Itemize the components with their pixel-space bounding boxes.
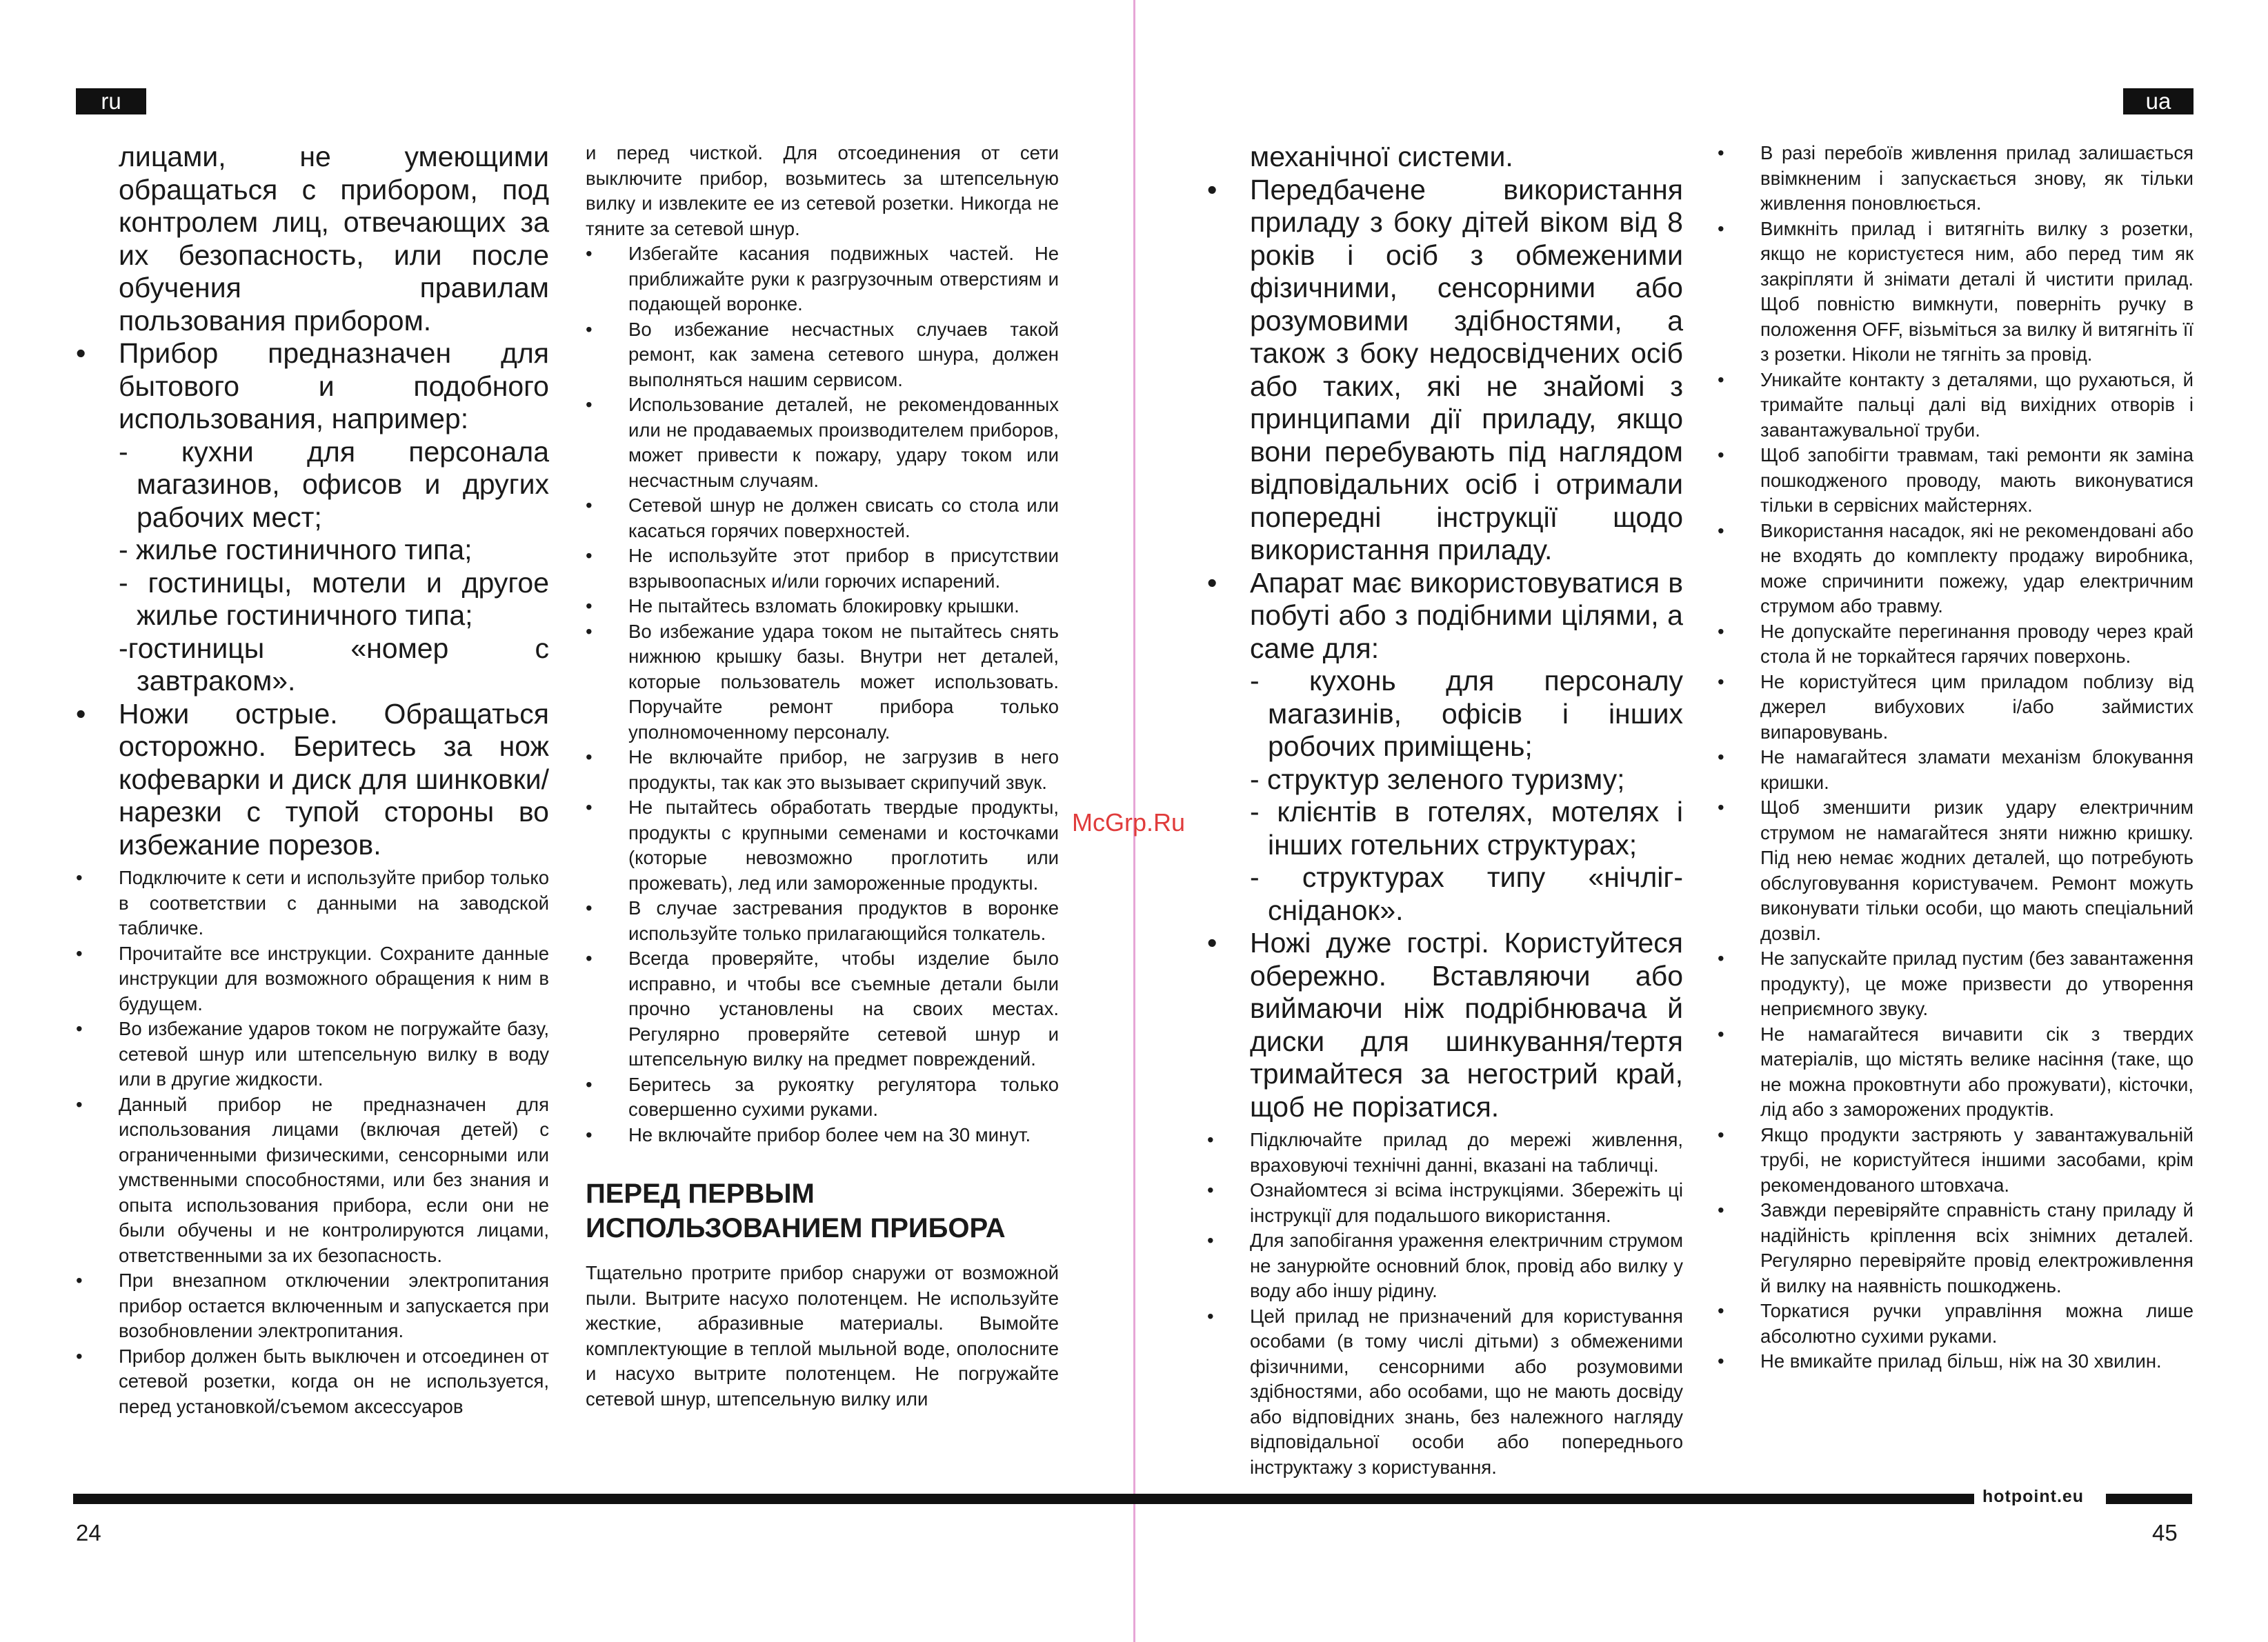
section-heading-line: ИСПОЛЬЗОВАНИЕМ ПРИБОРА xyxy=(586,1213,1006,1243)
big-text-block xyxy=(76,141,549,861)
list-item: • Во избежание удара током не пытайтесь снять нижнюю крышку базы. Внутри нет деталей, которые пользователь может использовать. Поручайте ремонт прибора только уполномоченному персоналу. xyxy=(586,619,1059,745)
list-item: • Ознайомтеся зі всіма інструкціями. Збережіть ці інструкції для подальшого використання. xyxy=(1207,1178,1683,1228)
sub-item: -гостиницы «номер с завтраком». xyxy=(119,632,549,697)
intro-continuation: лицами, не умеющими обращаться с прибором, под контролем лиц, отвечающих за их безопасность, или после обучения правилам пользования прибором. xyxy=(119,141,549,337)
list-item: • Щоб зменшити ризик удару електричним струмом не намагайтеся зняти нижню кришку. Під нею немає жодних деталей, що потребують обслуговування користувачем. Ремонт можуть виконувати тільки особи, що мають спеціальний дозвіл. xyxy=(1718,795,2194,946)
list-item: • Использование деталей, не рекомендованных или не продаваемых производителем приборов, может привести к пожару, удару током или несчастным случаям. xyxy=(586,392,1059,493)
big-bullet-usage: • Апарат має використовуватися в побуті або з подібними цілями, а саме для: xyxy=(1207,567,1683,665)
footer-rule xyxy=(73,1494,1134,1504)
language-tag-ru: ru xyxy=(76,88,146,114)
list-item: • Підключайте прилад до мережі живлення, враховуючі технічні данні, вказані на табличці. xyxy=(1207,1128,1683,1178)
footer-rule xyxy=(1134,1494,1974,1504)
list-item: • Данный прибор не предназначен для использования лицами (включая детей) с ограниченными физическими, сенсорными или умственными способностями, или без знания и опыта использования прибора, если они не были обучены и не контролируются лицами, ответственными за их безопасность. xyxy=(76,1092,549,1269)
watermark: McGrp.Ru xyxy=(1072,808,1186,837)
list-item: • Избегайте касания подвижных частей. Не приближайте руки к разгрузочным отверстиям и подающей воронке. xyxy=(586,241,1059,317)
list-item: • Щоб запобігти травмам, такі ремонти як заміна пошкодженого проводу, мають виконуватися тільки в сервісних майстернях. xyxy=(1718,443,2194,519)
section-paragraph: Тщательно протрите прибор снаружи от возможной пыли. Вытрите насухо полотенцем. Не используйте жесткие, абразивные материалы. Вымойте комплектующие в теплой мыльной воде, ополосните и насухо вытрите полотенцем. Не погружайте сетевой шнур, штепсельную вилку или xyxy=(586,1262,1059,1410)
list-item: • Цей прилад не призначений для користування особами (в тому числі дітьми) з обмеженими фізичними, сенсорними або розумовими здібностями, або особами, що не мають досвіду або відповідних знань, без належного нагляду відповідальної особи або попереднього інструктажу з користування. xyxy=(1207,1304,1683,1481)
list-item: • Використання насадок, які не рекомендовані або не входять до комплекту продажу виробника, може спричинити пожежу, удар електричним струмом або травму. xyxy=(1718,519,2194,619)
big-bullet-knives: • Ножі дуже гострі. Користуйтеся обережно. Вставляючи або виймаючи ніж подрібнювача й диски для шинкування/тертя тримайтеся за негострий край, щоб не порізатися. xyxy=(1207,927,1683,1123)
list-item: • При внезапном отключении электропитания прибор остается включенным и запускается при возобновлении электропитания. xyxy=(76,1268,549,1344)
list-item: • Не допускайте перегинання проводу через край стола й не торкайтеся гарячих поверхонь. xyxy=(1718,619,2194,670)
sub-item: - кухни для персонала магазинов, офисов и других рабочих мест; xyxy=(119,435,549,533)
list-item: • Не намагайтеся зламати механізм блокування кришки. xyxy=(1718,745,2194,795)
right-column-1 xyxy=(1207,141,1683,1480)
sub-item: - гостиницы, мотели и другое жилье гостиничного типа; xyxy=(119,566,549,631)
left-column-1 xyxy=(76,141,549,1419)
list-item: • Для запобігання ураження електричним струмом не занурюйте основний блок, провід або вилку у воду або іншу рідину. xyxy=(1207,1228,1683,1304)
footer-rule-end xyxy=(2106,1494,2192,1504)
sub-item: - структурах типу «нічліг-сніданок». xyxy=(1250,861,1683,926)
small-bullet-list xyxy=(1718,141,2194,1374)
list-item: • Вимкніть прилад і витягніть вилку з розетки, якщо не користуєтеся ним, або перед тим як закріпляти й знімати деталі й чистити прилад. Щоб повністю вимкнути, поверніть ручку в положення OFF, візьміться за вилку й витягніть її з розетки. Ніколи не тягніть за провід. xyxy=(1718,217,2194,368)
list-item: • Во избежание ударов током не погружайте базу, сетевой шнур или штепсельную вилку в воду или в другие жидкости. xyxy=(76,1017,549,1092)
section-heading-line: ПЕРЕД ПЕРВЫМ xyxy=(586,1179,815,1209)
sub-item: - жилье гостиничного типа; xyxy=(119,534,472,565)
list-item: • Не користуйтеся цим приладом поблизу від джерел вибухових і/або займистих випаровувань. xyxy=(1718,670,2194,745)
list-item: • Не пытайтесь взломать блокировку крышки. xyxy=(586,594,1059,619)
list-item: • Подключите к сети и используйте прибор только в соответствии с данными на заводской табличке. xyxy=(76,865,549,941)
list-item: • Не включайте прибор, не загрузив в него продукты, так как это вызывает скрипучий звук. xyxy=(586,745,1059,795)
right-column-2 xyxy=(1718,141,2194,1374)
list-item: • Во избежание несчастных случаев такой ремонт, как замена сетевого шнура, должен выполняться нашим сервисом. xyxy=(586,317,1059,393)
language-tag-ua: ua xyxy=(2123,88,2194,114)
sub-item: - кухонь для персоналу магазинів, офісів і інших робочих приміщень; xyxy=(1250,665,1683,762)
small-bullet-list xyxy=(586,241,1059,1148)
continuation-text: и перед чисткой. Для отсоединения от сети выключите прибор, возьмитесь за штепсельную вилку и извлеките ее из сетевой розетки. Никогда не тяните за сетевой шнур. xyxy=(586,142,1059,239)
usage-sub-list xyxy=(1207,665,1683,927)
big-bullet-usage: • Прибор предназначен для бытового и подобного использования, например: xyxy=(76,337,549,436)
list-item: • В разі перебоїв живлення прилад залишається ввімкненим і запускається знову, як тільки живлення поновлюється. xyxy=(1718,141,2194,217)
list-item: • Не используйте этот прибор в присутствии взрывоопасных и/или горючих испарений. xyxy=(586,543,1059,594)
list-item: • Прочитайте все инструкции. Сохраните данные инструкции для возможного обращения к ним в будущем. xyxy=(76,941,549,1017)
list-item: • Прибор должен быть выключен и отсоединен от сетевой розетки, когда он не используется, перед установкой/съемом аксессуаров xyxy=(76,1344,549,1420)
list-item: • В случае застревания продуктов в воронке используйте только прилагающийся толкатель. xyxy=(586,896,1059,946)
small-bullet-list xyxy=(1207,1128,1683,1480)
brand-logo: hotpoint.eu xyxy=(1982,1487,2085,1506)
big-bullet-children: • Передбачене використання приладу з боку дітей віком від 8 років і осіб з обмеженими фізичними, сенсорними або розумовими здібностями, а також з боку недосвідчених осіб або таких, які не знайомі з принципами дії приладу, якщо вони перебувають під наглядом відповідальних осіб і отримали попередні інструкції щодо використання приладу. xyxy=(1207,174,1683,567)
intro-continuation: механічної системи. xyxy=(1250,141,1513,172)
sub-item: - структур зеленого туризму; xyxy=(1250,763,1625,795)
big-bullet-knives: • Ножи острые. Обращаться осторожно. Беритесь за нож кофеварки и диск для шинковки/нарезки с тупой стороны во избежание порезов. xyxy=(76,698,549,862)
list-item: • Всегда проверяйте, чтобы изделие было исправно, и чтобы все съемные детали были прочно установлены на своих местах. Регулярно проверяйте сетевой шнур и штепсельную вилку на предмет повреждений. xyxy=(586,946,1059,1072)
list-item: • Якщо продукти застряють у завантажувальній трубі, не користуйтеся іншими засобами, крім рекомендованого штовхача. xyxy=(1718,1123,2194,1199)
list-item: • Торкатися ручки управління можна лише абсолютно сухими руками. xyxy=(1718,1299,2194,1349)
left-column-2 xyxy=(586,141,1059,1412)
usage-sub-list xyxy=(76,436,549,698)
list-item: • Сетевой шнур не должен свисать со стола или касаться горячих поверхностей. xyxy=(586,493,1059,543)
small-bullet-list xyxy=(76,865,549,1419)
list-item: • Не намагайтеся вичавити сік з твердих матеріалів, що містять велике насіння (таке, що не можна проковтнути або прожувати), кісточки, лід або з заморожених продуктів. xyxy=(1718,1022,2194,1123)
list-item: • Уникайте контакту з деталями, що рухаються, й тримайте пальці далі від вихідних отворів і завантажувальної труби. xyxy=(1718,368,2194,443)
list-item: • Не пытайтесь обработать твердые продукты, продукты с крупными семенами и косточками (которые невозможно проглотить или прожевать), лед или замороженные продукты. xyxy=(586,795,1059,896)
list-item: • Не вмикайте прилад більш, ніж на 30 хвилин. xyxy=(1718,1349,2194,1374)
right-page xyxy=(1134,0,2268,1642)
section-heading xyxy=(586,1177,1059,1245)
big-text-block xyxy=(1207,141,1683,1123)
list-item: • Беритесь за рукоятку регулятора только совершенно сухими руками. xyxy=(586,1072,1059,1123)
list-item: • Завжди перевіряйте справність стану приладу й надійність кріплення всіх знімних деталей. Регулярно перевіряйте провід електроживлення й вилку на наявність пошкоджень. xyxy=(1718,1198,2194,1299)
list-item: • Не включайте прибор более чем на 30 минут. xyxy=(586,1123,1059,1148)
page-number: 24 xyxy=(76,1520,101,1545)
list-item: • Не запускайте прилад пустим (без завантаження продукту), це може призвести до утворення неприємного звуку. xyxy=(1718,946,2194,1022)
page-number: 45 xyxy=(2152,1520,2178,1545)
sub-item: - клієнтів в готелях, мотелях і інших готельних структурах; xyxy=(1250,796,1683,861)
